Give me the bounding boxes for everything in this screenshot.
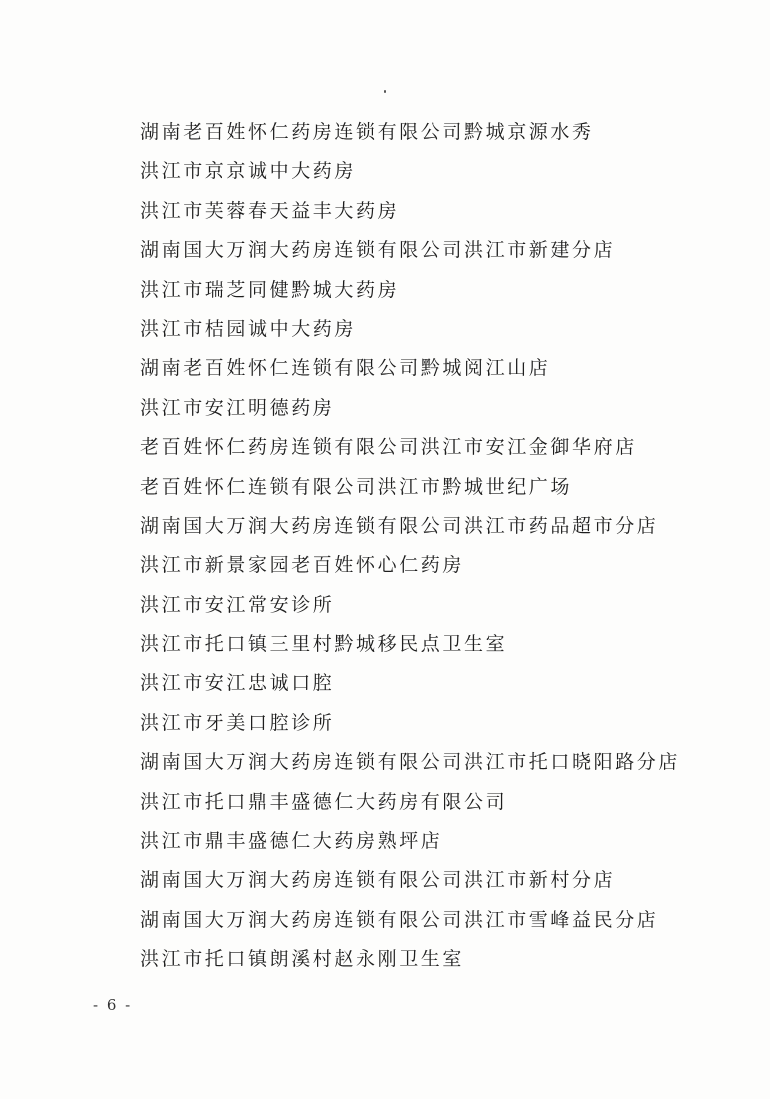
list-item: 洪江市托口镇朗溪村赵永刚卫生室 xyxy=(140,948,465,971)
list-item: 洪江市安江常安诊所 xyxy=(140,593,335,616)
list-item: 老百姓怀仁连锁有限公司洪江市黔城世纪广场 xyxy=(140,475,573,498)
list-item: 洪江市托口鼎丰盛德仁大药房有限公司 xyxy=(140,790,508,813)
list-item: 洪江市京京诚中大药房 xyxy=(140,160,357,183)
list-item: 洪江市桔园诚中大药房 xyxy=(140,317,357,340)
list-item: 洪江市牙美口腔诊所 xyxy=(140,711,335,734)
page-number: - 6 - xyxy=(93,996,133,1014)
list-item: 湖南老百姓怀仁药房连锁有限公司黔城京源水秀 xyxy=(140,121,594,143)
scan-speck xyxy=(384,90,386,93)
list-item: 洪江市新景家园老百姓怀心仁药房 xyxy=(140,554,465,577)
list-item: 老百姓怀仁药房连锁有限公司洪江市安江金御华府店 xyxy=(140,436,637,459)
list-item: 洪江市安江忠诚口腔 xyxy=(140,672,335,695)
list-item: 湖南国大万润大药房连锁有限公司洪江市新村分店 xyxy=(140,869,616,892)
list-item: 湖南国大万润大药房连锁有限公司洪江市新建分店 xyxy=(140,239,616,262)
list-item: 洪江市瑞芝同健黔城大药房 xyxy=(140,278,400,301)
entity-list xyxy=(140,113,680,980)
list-item: 洪江市安江明德药房 xyxy=(140,396,335,419)
list-item: 洪江市芙蓉春天益丰大药房 xyxy=(140,199,400,222)
list-item: 湖南老百姓怀仁连锁有限公司黔城阅江山店 xyxy=(140,357,551,380)
list-item: 洪江市鼎丰盛德仁大药房熟坪店 xyxy=(140,830,443,853)
list-item: 湖南国大万润大药房连锁有限公司洪江市雪峰益民分店 xyxy=(140,908,659,931)
list-item: 洪江市托口镇三里村黔城移民点卫生室 xyxy=(140,633,508,656)
list-item: 湖南国大万润大药房连锁有限公司洪江市托口晓阳路分店 xyxy=(140,751,681,774)
list-item: 湖南国大万润大药房连锁有限公司洪江市药品超市分店 xyxy=(140,514,659,537)
